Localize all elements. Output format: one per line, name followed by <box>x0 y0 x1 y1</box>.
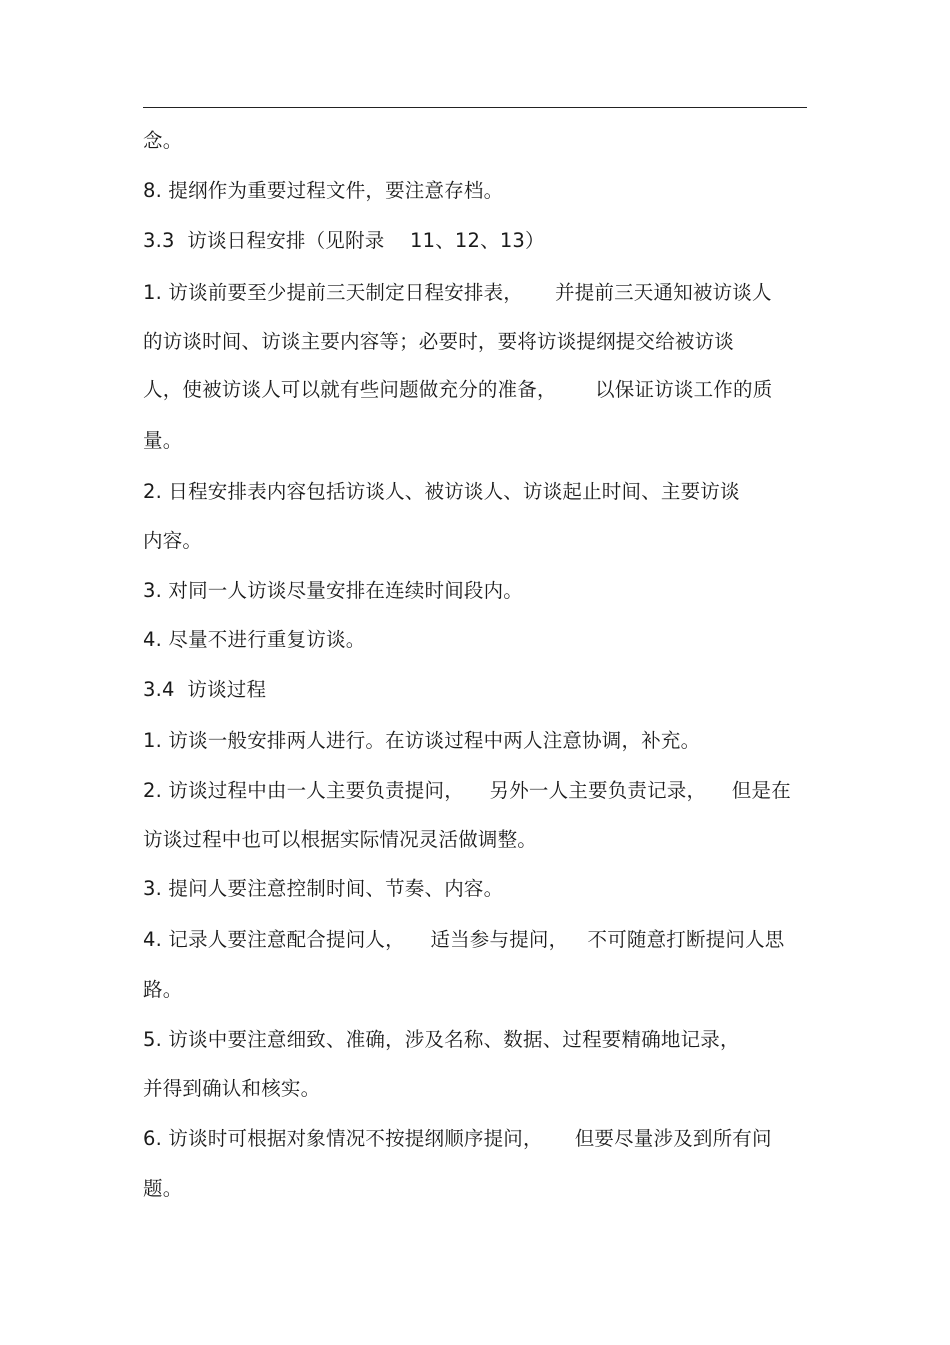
text-line: 3. 提问人要注意控制时间、节奏、内容。 <box>143 877 504 900</box>
text-line: 访谈过程中也可以根据实际情况灵活做调整。 <box>143 828 538 851</box>
text-line: 2. 日程安排表内容包括访谈人、被访谈人、访谈起止时间、主要访谈 <box>143 480 740 503</box>
text-line: 1. 访谈前要至少提前三天制定日程安排表， 并提前三天通知被访谈人 <box>143 281 772 304</box>
text-line: 的访谈时间、访谈主要内容等；必要时，要将访谈提纲提交给被访谈 <box>143 330 735 353</box>
header-rule <box>143 107 807 108</box>
text-line: 路。 <box>143 978 183 1001</box>
section-heading: 3.3 访谈日程安排（见附录 11、12、13） <box>143 229 545 252</box>
section-heading: 3.4 访谈过程 <box>143 678 267 701</box>
text-line: 4. 尽量不进行重复访谈。 <box>143 628 366 651</box>
text-line: 8. 提纲作为重要过程文件，要注意存档。 <box>143 179 504 202</box>
text-line: 1. 访谈一般安排两人进行。在访谈过程中两人注意协调，补充。 <box>143 729 701 752</box>
text-line: 2. 访谈过程中由一人主要负责提问， 另外一人主要负责记录， 但是在 <box>143 779 791 802</box>
text-line: 念。 <box>143 129 183 152</box>
text-line: 4. 记录人要注意配合提问人， 适当参与提问， 不可随意打断提问人思 <box>143 928 785 951</box>
text-line: 量。 <box>143 429 183 452</box>
text-line: 6. 访谈时可根据对象情况不按提纲顺序提问， 但要尽量涉及到所有问 <box>143 1127 772 1150</box>
text-line: 并得到确认和核实。 <box>143 1077 321 1100</box>
text-line: 内容。 <box>143 529 203 552</box>
text-line: 5. 访谈中要注意细致、准确，涉及名称、数据、过程要精确地记录， <box>143 1028 740 1051</box>
text-line: 3. 对同一人访谈尽量安排在连续时间段内。 <box>143 579 524 602</box>
text-line: 题。 <box>143 1177 183 1200</box>
text-line: 人，使被访谈人可以就有些问题做充分的准备， 以保证访谈工作的质 <box>143 378 773 401</box>
